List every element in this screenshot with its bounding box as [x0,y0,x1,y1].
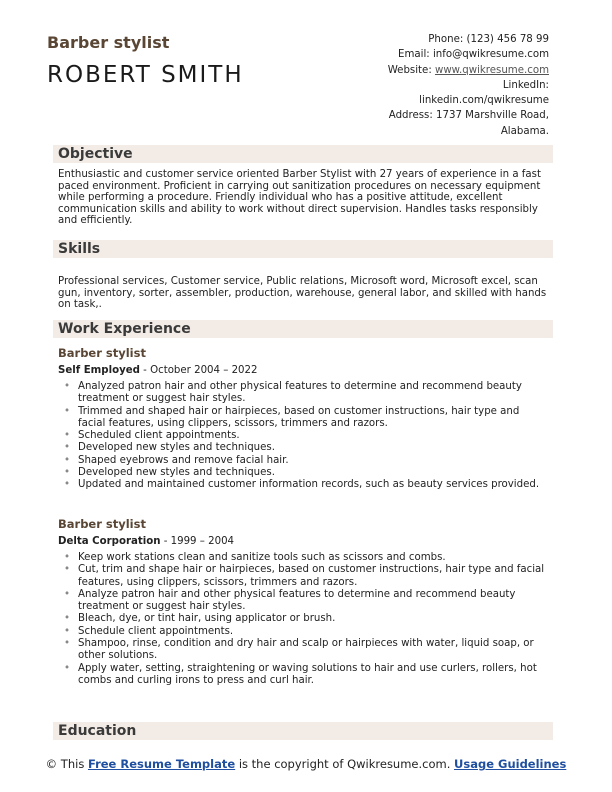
duty-item: • Scheduled client appointments. [58,430,548,442]
job-title: Barber stylist [47,33,170,52]
resume-header [0,0,612,140]
duty-item: • Analyze patron hair and other physical features to determine and recommend beauty treatment or suggest hair styles. [58,589,548,614]
website-label: Website: [387,64,435,76]
contact-block [309,32,549,139]
contact-linkedin-value: linkedin.com/qwikresume [419,95,549,107]
job-dates: - 1999 – 2004 [160,536,235,547]
employer-name: Self Employed [58,365,140,376]
duty-item: • Trimmed and shaped hair or hairpieces, based on customer instructions, hair type and facial features, using clippers, scissors, trimmers and razors. [58,406,548,431]
employer-name: Delta Corporation [58,536,161,547]
duty-item: • Updated and maintained customer information records, such as beauty services provided. [58,479,548,491]
free-resume-template-link[interactable]: Free Resume Template [87,757,236,771]
job-employer [58,536,234,547]
skills-heading: Skills [53,240,553,258]
duty-list [58,381,548,492]
duty-list [58,552,548,687]
footer-prefix: © This [45,757,88,771]
duty-item: • Developed new styles and techniques. [58,467,548,479]
job-dates: - October 2004 – 2022 [139,365,258,376]
job-employer [58,365,258,376]
work-experience-heading: Work Experience [53,320,553,338]
contact-address-line2: Alabama. [500,125,549,137]
objective-text: Enthusiastic and customer service oriented Barber Stylist with 27 years of experience in a fast paced environment. Proficient in carrying out sanitization procedures on necessary equipment while performing a procedure. Friendly individual who has a positive attitude, excellent communication skills and ability to work without direct supervision. Handles tasks responsibly and efficiently. [58,169,541,227]
duty-item: • Shampoo, rinse, condition and dry hair and scalp or hairpieces with water, liquid soap, or other solutions. [58,638,548,663]
duty-item: • Cut, trim and shape hair or hairpieces, based on customer instructions, hair type and facial features, using clippers, scissors, trimmers and razors. [58,564,548,589]
objective-heading: Objective [53,145,553,163]
contact-email: Email: info@qwikresume.com [398,49,549,61]
duty-item: • Schedule client appointments. [58,626,548,638]
skills-text: Professional services, Customer service, Public relations, Microsoft word, Microsoft excel, scan gun, inventory, sorter, assembler, production, warehouse, general labor, and skilled with hands on task,. [58,276,547,311]
contact-website [309,63,549,78]
usage-guidelines-link[interactable]: Usage Guidelines [454,757,567,771]
website-link[interactable]: www.qwikresume.com [434,64,549,76]
education-heading: Education [53,722,553,740]
copyright-footer [40,757,572,771]
footer-middle: is the copyright of Qwikresume.com. [235,757,455,771]
duty-item: • Analyzed patron hair and other physical features to determine and recommend beauty treatment or suggest hair styles. [58,381,548,406]
duty-item: • Keep work stations clean and sanitize tools such as scissors and combs. [58,552,548,564]
duty-item: • Developed new styles and techniques. [58,442,548,454]
contact-linkedin-label: LinkedIn: [502,79,549,91]
job-role: Barber stylist [58,346,146,360]
duty-item: • Apply water, setting, straightening or waving solutions to hair and use curlers, rollers, hot combs and curling irons to press and curl hair. [58,663,548,688]
duty-item: • Bleach, dye, or tint hair, using applicator or brush. [58,613,548,625]
job-role: Barber stylist [58,517,146,531]
contact-address-line1: Address: 1737 Marshville Road, [388,110,549,122]
duty-item: • Shaped eyebrows and remove facial hair. [58,455,548,467]
candidate-name: ROBERT SMITH [47,62,244,88]
contact-phone: Phone: (123) 456 78 99 [428,34,549,45]
